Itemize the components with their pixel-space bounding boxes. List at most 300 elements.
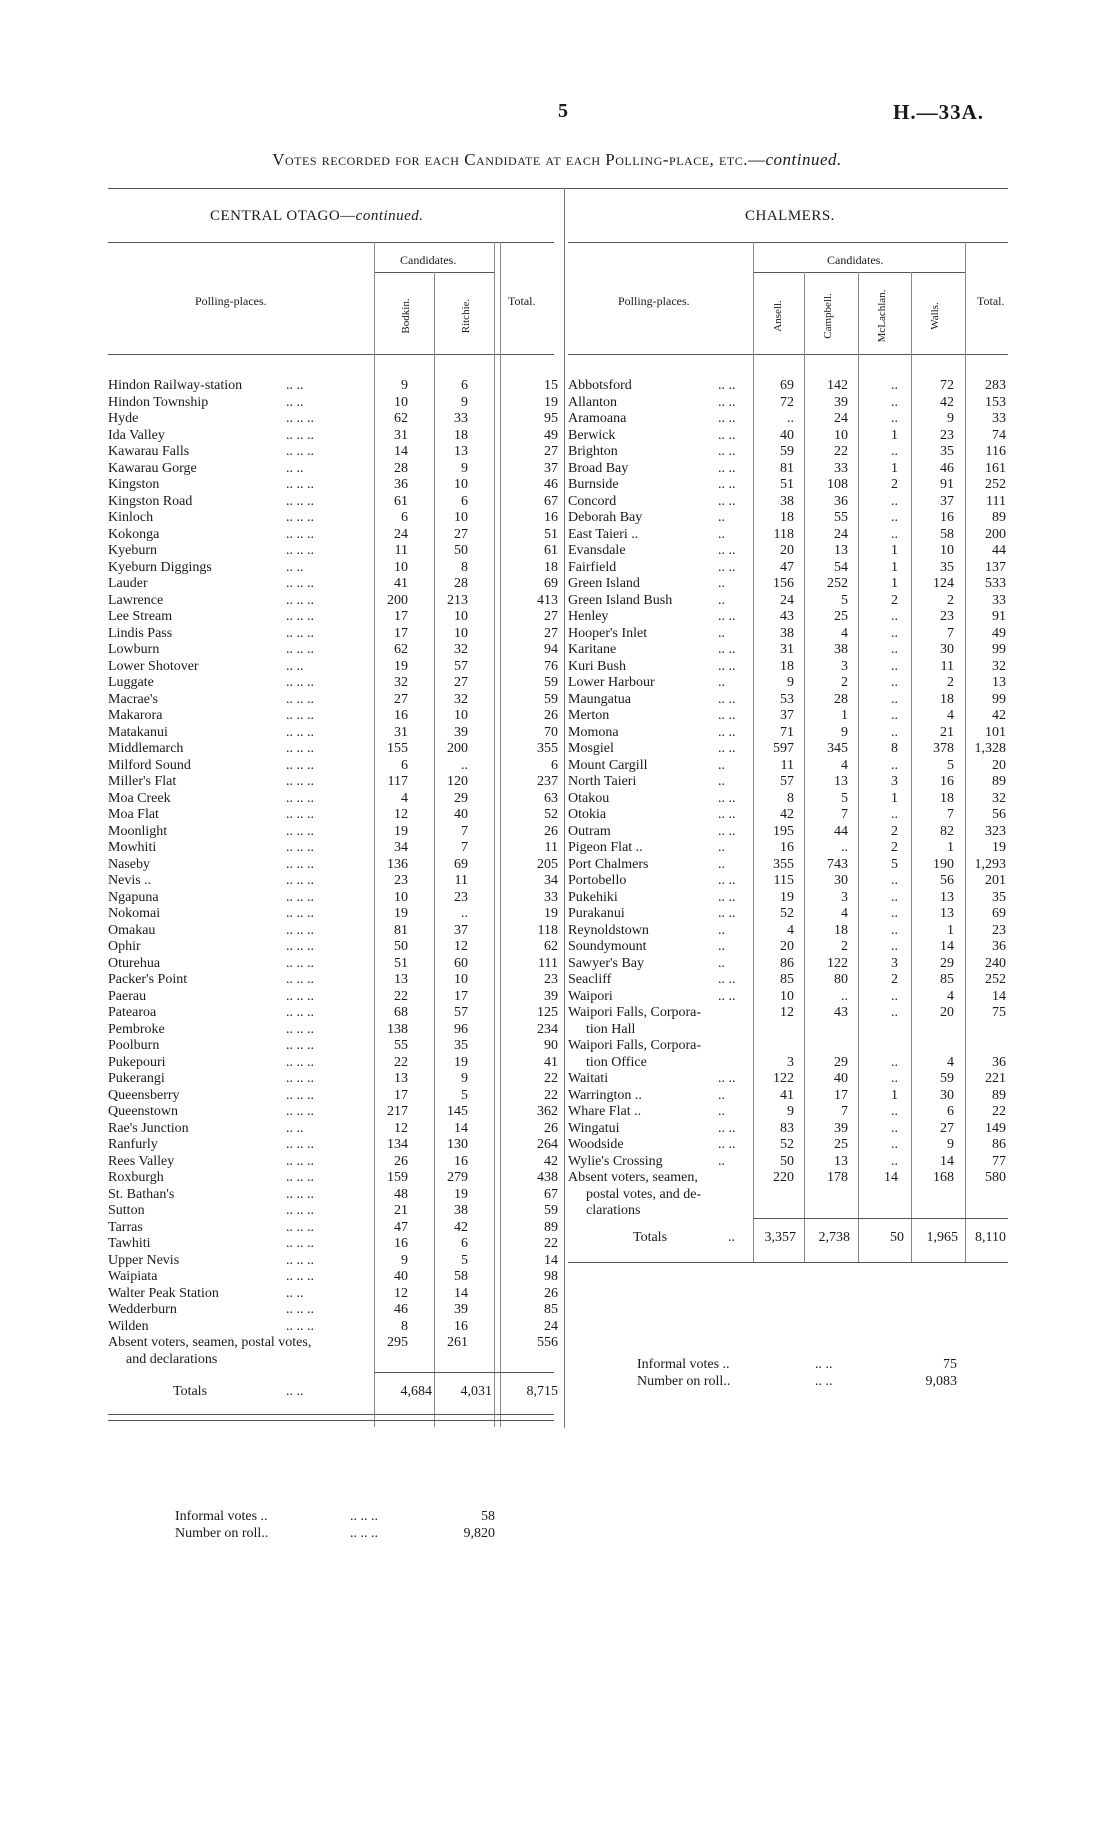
co-total-value: 125: [537, 1005, 558, 1020]
ch-campbell-value: ..: [841, 840, 848, 855]
co-row: [108, 1203, 558, 1220]
co-place-name: [108, 1269, 157, 1286]
co-header-top-rule: [108, 242, 554, 243]
ch-roll-value: 9,083: [925, 1374, 957, 1389]
ch-walls-value: 82: [940, 823, 954, 839]
co-row: [108, 1187, 558, 1204]
ch-walls-value: 21: [940, 724, 954, 740]
co-leader-dots: .. .. ..: [286, 427, 314, 443]
ch-ansell-value: 52: [780, 906, 794, 921]
co-place-line: Paerau: [108, 988, 147, 1004]
co-place-name: [108, 444, 189, 461]
ch-place-line: Berwick: [568, 427, 616, 443]
ch-row: [568, 593, 1008, 610]
ch-campbell-value: 7: [841, 1104, 848, 1119]
ch-place-name: [568, 972, 611, 989]
ch-walls-value: 124: [933, 576, 954, 591]
ch-row: [568, 395, 1008, 412]
ch-mclachlan-value: ..: [891, 609, 898, 624]
ch-campbell-value: ..: [841, 988, 848, 1004]
co-leader-dots: .. .. ..: [286, 807, 314, 822]
co-row: [108, 906, 558, 923]
title-rule: [108, 188, 1008, 189]
co-bodkin-value: 36: [394, 477, 408, 492]
ch-total-value: 77: [992, 1153, 1006, 1169]
co-leader-dots: .. .. ..: [286, 922, 314, 938]
co-bodkin-value: 12: [394, 1285, 408, 1301]
co-total-value: 22: [544, 1087, 558, 1103]
ch-ansell-value: 69: [780, 378, 794, 393]
co-bodkin-value: 51: [394, 955, 408, 971]
co-ritchie-value: 57: [454, 658, 468, 674]
ch-leader-dots: .. ..: [718, 807, 736, 822]
ch-mclachlan-value: ..: [891, 988, 898, 1004]
co-place-name: [108, 1335, 311, 1368]
co-place-name: [108, 1137, 158, 1154]
ch-campbell-value: 55: [834, 510, 848, 525]
ch-place-line: Waipori: [568, 988, 613, 1004]
co-total-value: 27: [544, 625, 558, 641]
ch-place-line: Mosgiel: [568, 741, 614, 756]
co-ritchie-value: 6: [461, 493, 468, 509]
co-place-name: [108, 1286, 219, 1303]
ch-ansell-value: 10: [780, 988, 794, 1004]
ch-row: [568, 378, 1008, 395]
co-row: [108, 1170, 558, 1187]
co-leader-dots: .. .. ..: [286, 1104, 314, 1119]
ch-totals-dots: ..: [728, 1230, 735, 1245]
co-leader-dots: .. .. ..: [286, 1021, 314, 1037]
co-place-name: [108, 972, 187, 989]
co-bodkin-value: 155: [387, 741, 408, 756]
co-place-name: [108, 725, 168, 742]
co-bodkin-value: 41: [394, 576, 408, 591]
ch-place-name: [568, 1088, 642, 1105]
co-row: [108, 774, 558, 791]
ch-row: [568, 444, 1008, 461]
ch-campbell-value: 43: [834, 1005, 848, 1020]
ch-leader-dots: ..: [718, 840, 725, 855]
co-place-name: [108, 1038, 159, 1055]
ch-leader-dots: .. ..: [718, 889, 736, 905]
co-total-value: 26: [544, 1285, 558, 1301]
ch-walls-value: 16: [940, 510, 954, 525]
ch-total-value: 116: [985, 444, 1006, 459]
ch-place-name: [568, 890, 618, 907]
ch-leader-dots: ..: [718, 1087, 725, 1103]
ch-campbell-value: 1: [841, 708, 848, 723]
ch-walls-value: 7: [947, 625, 954, 641]
ch-row: [568, 1071, 1008, 1088]
ch-total-walls: 1,965: [926, 1230, 958, 1245]
ch-mclachlan-value: ..: [891, 1153, 898, 1169]
ch-leader-dots: ..: [718, 510, 725, 525]
co-row: [108, 411, 558, 428]
ch-mclachlan-value: ..: [891, 922, 898, 938]
co-row: [108, 1236, 558, 1253]
co-leader-dots: .. .. ..: [286, 1219, 314, 1235]
ch-row: [568, 477, 1008, 494]
ch-leader-dots: ..: [718, 576, 725, 591]
ch-ansell-value: 597: [773, 741, 794, 756]
co-place-name: [108, 1220, 143, 1237]
co-place-name: [108, 807, 159, 824]
co-ritchie-value: 39: [454, 724, 468, 740]
co-place-name: [108, 1319, 149, 1336]
ch-place-line: Pigeon Flat ..: [568, 840, 643, 855]
co-ritchie-value: 14: [454, 1120, 468, 1136]
ch-campbell-value: 17: [834, 1087, 848, 1103]
co-total-value: 15: [544, 378, 558, 393]
ch-total-value: 283: [985, 378, 1006, 393]
co-place-line: Ida Valley: [108, 427, 165, 443]
co-leader-dots: .. ..: [286, 460, 304, 476]
ch-walls-value: 11: [940, 658, 954, 674]
co-ritchie-value: 145: [447, 1104, 468, 1119]
ch-campbell-value: 24: [834, 411, 848, 426]
co-row: [108, 1022, 558, 1039]
co-leader-dots: .. .. ..: [286, 1186, 314, 1202]
ch-place-line: East Taieri ..: [568, 526, 639, 542]
ch-place-name: [568, 824, 611, 841]
ch-place-name: [568, 1170, 701, 1220]
ch-total-ansell: 3,357: [764, 1230, 796, 1245]
co-total-value: 85: [544, 1302, 558, 1317]
ch-ansell-value: 4: [787, 922, 794, 938]
ch-walls-value: 10: [940, 543, 954, 558]
central-otago-rows: [108, 378, 558, 1368]
ch-leader-dots: .. ..: [718, 724, 736, 740]
ch-mclachlan-value: 1: [891, 1087, 898, 1103]
co-place-name: [108, 494, 192, 511]
co-bodkin-value: 26: [394, 1153, 408, 1169]
co-place-name: [108, 1005, 156, 1022]
co-place-line: Macrae's: [108, 691, 158, 707]
co-bodkin-value: 62: [394, 642, 408, 657]
ch-ansell-value: 51: [780, 477, 794, 492]
ch-leader-dots: .. ..: [718, 906, 736, 921]
co-row: [108, 1335, 558, 1368]
co-col-total: Total.: [508, 294, 536, 308]
ch-walls-value: 4: [947, 988, 954, 1004]
co-row: [108, 989, 558, 1006]
co-bodkin-value: 295: [387, 1335, 408, 1350]
ch-place-line: Sawyer's Bay: [568, 955, 645, 971]
ch-candidate-campbell: Campbell.: [822, 293, 834, 339]
ch-ansell-value: 59: [780, 444, 794, 459]
ch-leader-dots: .. ..: [718, 609, 736, 624]
co-ritchie-value: 6: [461, 1236, 468, 1251]
ch-walls-value: 9: [947, 1137, 954, 1152]
co-place-name: [108, 1071, 165, 1088]
co-row: [108, 576, 558, 593]
co-row: [108, 1038, 558, 1055]
co-place-name: [108, 411, 138, 428]
co-row: [108, 543, 558, 560]
ch-total-value: 240: [985, 955, 1006, 971]
co-place-line: Rees Valley: [108, 1153, 175, 1169]
co-leader-dots: .. .. ..: [286, 493, 314, 509]
ch-total-value: 1,293: [974, 856, 1006, 872]
ch-mclachlan-value: ..: [891, 873, 898, 888]
ch-ansell-value: 9: [787, 1104, 794, 1119]
co-place-line: Patearoa: [108, 1005, 157, 1020]
co-row: [108, 956, 558, 973]
ch-place-line: Wylie's Crossing: [568, 1153, 663, 1169]
co-place-name: [108, 758, 191, 775]
ch-campbell-value: 24: [834, 526, 848, 542]
ch-row: [568, 972, 1008, 989]
co-place-line: Moa Flat: [108, 807, 159, 822]
co-place-line: Rae's Junction: [108, 1120, 189, 1136]
ch-row: [568, 708, 1008, 725]
ch-row: [568, 1088, 1008, 1105]
ch-place-name: [568, 741, 614, 758]
ch-mclachlan-value: 1: [891, 559, 898, 575]
co-leader-dots: .. .. ..: [286, 1269, 314, 1284]
co-place-name: [108, 1022, 165, 1039]
ch-walls-value: 23: [940, 609, 954, 624]
ch-campbell-value: 22: [834, 444, 848, 459]
ch-ansell-value: 118: [773, 526, 794, 542]
co-row: [108, 378, 558, 395]
co-ritchie-value: 200: [447, 741, 468, 756]
co-leader-dots: .. .. ..: [286, 1071, 314, 1086]
co-row: [108, 395, 558, 412]
co-bodkin-value: 48: [394, 1186, 408, 1202]
co-total-value: 6: [551, 757, 558, 773]
ch-walls-value: 30: [940, 1087, 954, 1103]
co-total-value: 63: [544, 790, 558, 806]
ch-row: [568, 741, 1008, 758]
co-place-line: Pukerangi: [108, 1071, 165, 1086]
ch-informal-value: 75: [943, 1357, 957, 1372]
co-totals-bottom-rule: [108, 1414, 554, 1415]
co-ritchie-value: 39: [454, 1302, 468, 1317]
co-col-candidates: Candidates.: [400, 253, 457, 267]
co-bodkin-value: 47: [394, 1219, 408, 1235]
ch-place-name: [568, 543, 626, 560]
ch-campbell-value: 38: [834, 642, 848, 657]
ch-leader-dots: .. ..: [718, 1120, 736, 1136]
co-row: [108, 972, 558, 989]
ch-place-name: [568, 626, 647, 643]
co-place-name: [108, 1236, 151, 1253]
co-place-line: Kawarau Falls: [108, 444, 190, 459]
co-ritchie-value: ..: [461, 757, 468, 773]
co-ritchie-value: 33: [454, 411, 468, 426]
ch-row: [568, 642, 1008, 659]
ch-leader-dots: ..: [718, 1104, 725, 1119]
co-place-line: Lower Shotover: [108, 658, 199, 674]
ch-place-name: [568, 560, 616, 577]
ch-leader-dots: ..: [718, 939, 725, 954]
ch-row: [568, 807, 1008, 824]
co-place-line: Mowhiti: [108, 840, 157, 855]
ch-campbell-value: 9: [841, 724, 848, 740]
ch-place-name: [568, 527, 638, 544]
ch-place-line: Outram: [568, 823, 611, 839]
co-row: [108, 593, 558, 610]
ch-total-value: 323: [985, 823, 1006, 839]
ch-place-name: [568, 840, 643, 857]
ch-total-value: 580: [985, 1170, 1006, 1185]
co-bodkin-value: 34: [394, 840, 408, 855]
co-place-name: [108, 510, 153, 527]
ch-mclachlan-value: ..: [891, 411, 898, 426]
co-leader-dots: .. .. ..: [286, 889, 314, 905]
ch-mclachlan-value: 1: [891, 543, 898, 558]
co-place-line: Kawarau Gorge: [108, 460, 197, 476]
ch-campbell-value: 345: [827, 741, 848, 756]
co-total-value: 49: [544, 427, 558, 443]
ch-ansell-value: 156: [773, 576, 794, 591]
ch-row: [568, 461, 1008, 478]
ch-row: [568, 609, 1008, 626]
ch-ansell-value: 50: [780, 1153, 794, 1169]
co-total-value: 89: [544, 1219, 558, 1235]
ch-place-name: [568, 939, 647, 956]
ch-total-value: 56: [992, 807, 1006, 822]
co-ritchie-value: 7: [461, 840, 468, 855]
co-bodkin-value: 6: [401, 510, 408, 525]
ch-place-name: [568, 593, 672, 610]
ch-row: [568, 1154, 1008, 1171]
co-bodkin-value: 8: [401, 1318, 408, 1334]
ch-leader-dots: .. ..: [718, 708, 736, 723]
ch-total-value: 69: [992, 906, 1006, 921]
co-total-value: 22: [544, 1236, 558, 1251]
co-bodkin-value: 50: [394, 939, 408, 954]
ch-mclachlan-value: 1: [891, 460, 898, 476]
ch-mclachlan-value: 3: [891, 774, 898, 789]
ch-row: [568, 758, 1008, 775]
co-ritchie-value: 10: [454, 708, 468, 723]
ch-total-value: 42: [992, 708, 1006, 723]
ch-leader-dots: .. ..: [718, 493, 736, 509]
co-place-name: [108, 1302, 177, 1319]
ch-ansell-value: 37: [780, 708, 794, 723]
ch-place-line: Broad Bay: [568, 460, 629, 476]
co-total-value: 26: [544, 708, 558, 723]
ch-campbell-value: 29: [834, 1054, 848, 1070]
co-leader-dots: .. .. ..: [286, 592, 314, 608]
ch-leader-dots: .. ..: [718, 642, 736, 657]
co-leader-dots: .. ..: [286, 1120, 304, 1136]
ch-campbell-value: 5: [841, 592, 848, 608]
ch-total-value: 200: [985, 526, 1006, 542]
ch-total-value: 19: [992, 840, 1006, 855]
co-bodkin-value: 32: [394, 675, 408, 690]
co-row: [108, 1253, 558, 1270]
co-leader-dots: .. .. ..: [286, 444, 314, 459]
ch-total-value: 33: [992, 592, 1006, 608]
ch-walls-value: 46: [940, 460, 954, 476]
ch-row: [568, 989, 1008, 1006]
ch-walls-value: 1: [947, 840, 954, 855]
co-bodkin-value: 134: [387, 1137, 408, 1152]
co-place-line: Kingston: [108, 477, 160, 492]
co-totals-bottom-rule-2: [108, 1420, 554, 1421]
co-place-line: Wedderburn: [108, 1302, 177, 1317]
ch-place-line: Soundymount: [568, 939, 647, 954]
co-total-value: 62: [544, 939, 558, 954]
co-place-line: Queensberry: [108, 1087, 180, 1103]
co-total-value: 16: [544, 510, 558, 525]
ch-walls-value: 37: [940, 493, 954, 509]
co-totals-top-rule: [374, 1372, 554, 1373]
ch-mclachlan-value: ..: [891, 889, 898, 905]
co-total-bodkin: 4,684: [400, 1384, 432, 1399]
co-leader-dots: .. .. ..: [286, 1005, 314, 1020]
ch-place-name: [568, 989, 613, 1006]
co-bodkin-value: 21: [394, 1203, 408, 1218]
ch-ansell-value: 20: [780, 543, 794, 558]
co-leader-dots: .. .. ..: [286, 724, 314, 740]
co-place-line: Tawhiti: [108, 1236, 151, 1251]
co-ritchie-value: 6: [461, 378, 468, 393]
ch-walls-value: 18: [940, 691, 954, 707]
ch-mclachlan-value: ..: [891, 1104, 898, 1119]
ch-row: [568, 560, 1008, 577]
co-leader-dots: .. .. ..: [286, 526, 314, 542]
ch-total-campbell: 2,738: [818, 1230, 850, 1245]
ch-leader-dots: .. ..: [718, 559, 736, 575]
ch-walls-value: 9: [947, 411, 954, 426]
ch-campbell-value: 4: [841, 757, 848, 773]
ch-mclachlan-value: ..: [891, 625, 898, 641]
co-row: [108, 461, 558, 478]
ch-place-name: [568, 758, 647, 775]
ch-candidate-mclachlan: McLachlan.: [876, 289, 888, 343]
co-leader-dots: .. ..: [286, 378, 304, 393]
co-total-value: 362: [537, 1104, 558, 1119]
co-leader-dots: .. .. ..: [286, 625, 314, 641]
ch-place-name: [568, 774, 636, 791]
ch-col-polling: Polling-places.: [618, 294, 690, 308]
co-row: [108, 692, 558, 709]
ch-campbell-value: 4: [841, 906, 848, 921]
co-ritchie-value: 10: [454, 625, 468, 641]
ch-row: [568, 824, 1008, 841]
co-ritchie-value: 261: [447, 1335, 468, 1350]
ch-ansell-value: 8: [787, 790, 794, 806]
ch-ansell-value: 43: [780, 609, 794, 624]
ch-campbell-value: 80: [834, 972, 848, 987]
ch-row: [568, 857, 1008, 874]
co-total-value: 37: [544, 460, 558, 476]
ch-walls-value: 14: [940, 939, 954, 954]
co-leader-dots: .. .. ..: [286, 675, 314, 690]
ch-campbell-value: 25: [834, 1137, 848, 1152]
co-row: [108, 725, 558, 742]
co-ritchie-value: 17: [454, 988, 468, 1004]
title-main: Votes recorded for each Candidate at each Polling-place, etc.—: [272, 150, 766, 169]
ch-row: [568, 873, 1008, 890]
co-place-line: Moonlight: [108, 823, 168, 839]
ch-candidate-walls: Walls.: [929, 302, 941, 330]
ch-row: [568, 1038, 1008, 1071]
co-place-line: Lee Stream: [108, 609, 173, 624]
co-bodkin-value: 31: [394, 427, 408, 443]
co-total-value: 22: [544, 1071, 558, 1086]
co-row: [108, 510, 558, 527]
ch-informal-label: Informal votes ..: [637, 1357, 730, 1372]
co-place-line: Lawrence: [108, 592, 164, 608]
co-leader-dots: .. .. ..: [286, 1054, 314, 1070]
co-ritchie-value: 19: [454, 1186, 468, 1202]
co-place-line: and declarations: [126, 1351, 218, 1367]
